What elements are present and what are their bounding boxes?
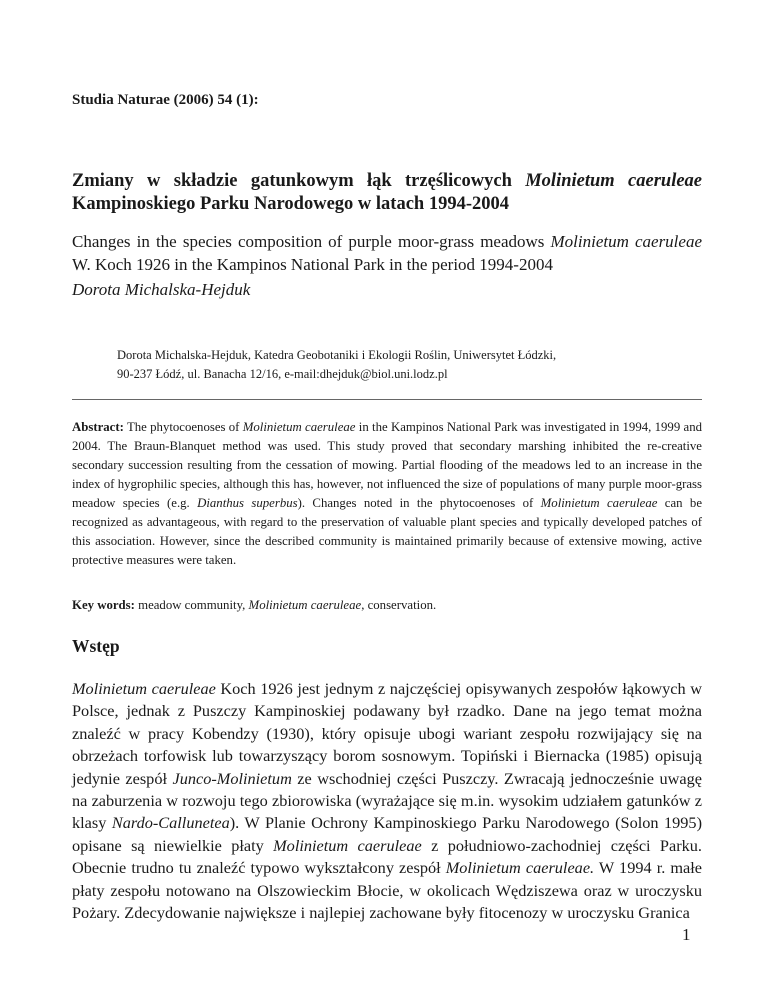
abstract-text: ). Changes noted in the phytocoenoses of (297, 496, 541, 510)
author-name: Dorota Michalska-Hejduk (72, 280, 251, 299)
author-affiliation (117, 346, 677, 384)
body-text: W 1994 r. małe płaty zespołu notowano na Olszowieckim Błocie, w okolicach Wędziszewa oraz w uroczysku Pożary. Zdecydowanie największe i najlepiej zachowane były fitocenozy w uroczysku Granica (72, 858, 703, 923)
abstract-text: in the Kampinos National Park was investigated in 1994, 1999 and 2004. The Braun-Blanquet method was used. This study proved that secondary marshing inhibited the re-creative secondary succession resulting from the cessation of mowing. Partial flooding of the meadows led to an increase in the index of hygrophilic species, although this has, however, not influenced the size of populations of many purple moor-grass meadow species (e.g. (72, 420, 702, 510)
section-heading: Wstęp (72, 636, 120, 656)
keywords-label: Key words: (72, 598, 135, 612)
body-taxon: Molinietum caeruleae. (445, 858, 595, 878)
title-en-taxon: Molinietum caeruleae (550, 232, 702, 251)
title-en-text-end: W. Koch 1926 in the Kampinos National Park in the period 1994-2004 (72, 255, 553, 274)
keywords-text: , conservation. (361, 598, 437, 612)
title-taxon: Molinietum caeruleae (525, 171, 702, 191)
keywords-taxon: Molinietum caeruleae (248, 598, 362, 612)
body-taxon: Molinietum caeruleae (72, 679, 216, 698)
journal-citation: Studia Naturae (2006) 54 (1): (72, 92, 259, 108)
body-taxon: Nardo-Callunetea (111, 813, 230, 833)
abstract-taxon: Molinietum caeruleae (242, 420, 356, 434)
title-en-text: Changes in the species composition of purple moor-grass meadows (72, 232, 551, 251)
article-title-english (72, 230, 702, 276)
title-text-end: Kampinoskiego Parku Narodowego w latach 1994-2004 (72, 194, 509, 214)
abstract-taxon: Molinietum caeruleae (540, 496, 658, 510)
body-paragraph (72, 678, 702, 924)
page-number: 1 (682, 925, 691, 944)
keywords-text: meadow community, (134, 598, 249, 612)
body-taxon: Junco-Molinietum (172, 768, 292, 788)
abstract (72, 418, 702, 570)
abstract-taxon: Dianthus superbus (197, 496, 298, 510)
keywords (72, 598, 702, 613)
body-text: ze wschodniej części Puszczy. Zwracają jednocześnie uwagę na zaburzenia w rozwoju tego zbiorowiska (wyrażające się m.in. wysokim udziałem gatunków z klasy (72, 768, 703, 833)
affiliation-line: Dorota Michalska-Hejduk, Katedra Geobotaniki i Ekologii Roślin, Uniwersytet Łódzki, (117, 348, 557, 362)
title-text: Zmiany w składzie gatunkowym łąk trzęślicowych (72, 171, 526, 191)
article-title (72, 170, 702, 216)
affiliation-address: 90-237 Łódź, ul. Banacha 12/16, e-mail:dhejduk@biol.uni.lodz.pl (117, 367, 448, 381)
body-text: z południowo-zachodniej części Parku. Obecnie trudno tu znaleźć typowo wykształcony zespół (72, 835, 702, 878)
abstract-text: The phytocoenoses of (123, 420, 243, 434)
abstract-text: can be recognized as advantageous, with regard to the preservation of valuable plant species and typically developed patches of this association. However, since the described community is maintained primarily because of extensive mowing, active protective measures were taken. (72, 496, 702, 567)
abstract-label: Abstract: (72, 420, 124, 434)
divider (72, 399, 702, 400)
body-text: ). W Planie Ochrony Kampinoskiego Parku Narodowego (Solon 1995) opisane są niewielkie płaty (72, 813, 702, 855)
body-text: Koch 1926 jest jednym z najczęściej opisywanych zespołów łąkowych w Polsce, jednak z Puszczy Kampinoskiej podawany był rzadko. Dane na jego temat można znaleźć w pracy Kobendzy (1930), który opisuje ubogi wariant zespołu rozwijający się na obrzeżach torfowisk lub towarzyszący borom sosnowym. Topiński i Biernacka (1985) opisują jedynie zespół (72, 679, 702, 788)
body-taxon: Molinietum caeruleae (273, 835, 422, 855)
